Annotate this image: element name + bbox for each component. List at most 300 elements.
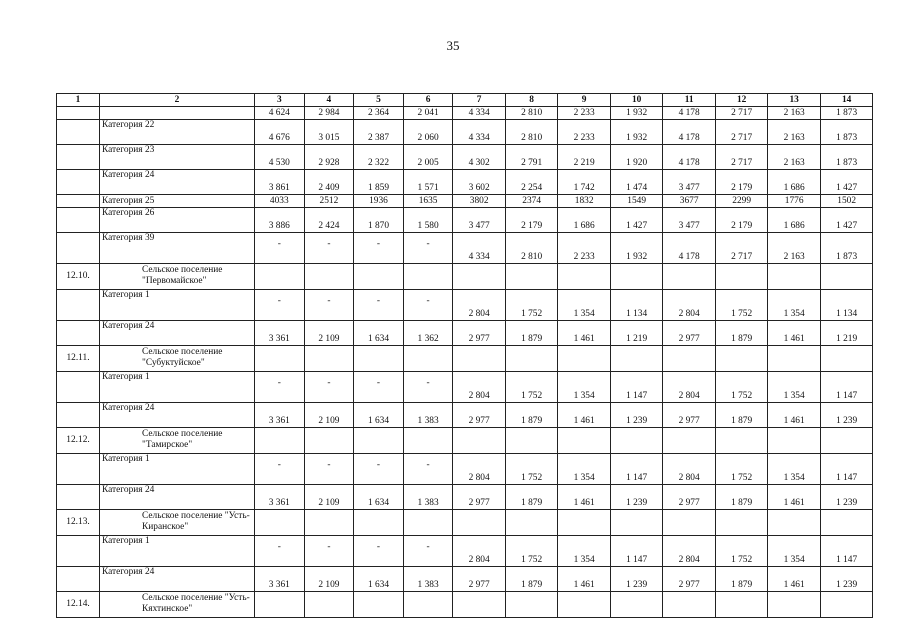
value-cell: 1 354 (558, 290, 611, 321)
value-cell: 1 461 (558, 321, 611, 346)
value-cell: - (255, 233, 305, 264)
table-row (57, 346, 873, 372)
value-cell: 1549 (610, 195, 663, 208)
value-cell: 1 752 (715, 372, 768, 403)
value-cell: 1 879 (715, 567, 768, 592)
value-cell: 2 233 (558, 107, 611, 120)
value-cell (255, 428, 305, 454)
value-cell: 1 879 (505, 485, 558, 510)
value-cell: 1 686 (768, 170, 821, 195)
value-cell: 1 932 (610, 120, 663, 145)
tariff-table (56, 93, 873, 618)
value-cell: 4 178 (663, 233, 716, 264)
value-cell: 3 361 (255, 403, 305, 428)
value-cell (768, 592, 821, 618)
value-cell (663, 592, 716, 618)
value-cell: - (304, 372, 354, 403)
value-cell: 2 977 (663, 403, 716, 428)
row-code (57, 195, 100, 208)
row-code (57, 170, 100, 195)
value-cell (768, 510, 821, 536)
value-cell: 2 109 (304, 485, 354, 510)
value-cell: 1 742 (558, 170, 611, 195)
value-cell: 1 147 (820, 372, 873, 403)
value-cell: 1 873 (820, 233, 873, 264)
value-cell: 4 178 (663, 120, 716, 145)
header-cell: 8 (505, 94, 558, 107)
value-cell: 1 461 (768, 567, 821, 592)
value-cell: 2 163 (768, 233, 821, 264)
value-cell: 1 134 (610, 290, 663, 321)
value-cell: 2 804 (663, 372, 716, 403)
value-cell (768, 346, 821, 372)
value-cell: 2 409 (304, 170, 354, 195)
value-cell (505, 264, 558, 290)
value-cell: 3 361 (255, 321, 305, 346)
value-cell: 1 634 (354, 403, 404, 428)
value-cell: - (304, 233, 354, 264)
header-cell: 11 (663, 94, 716, 107)
value-cell: 1776 (768, 195, 821, 208)
value-cell (304, 428, 354, 454)
category-name: Категория 24 (100, 321, 255, 346)
value-cell (354, 346, 404, 372)
value-cell: 1 920 (610, 145, 663, 170)
value-cell: 1 932 (610, 107, 663, 120)
header-cell: 13 (768, 94, 821, 107)
value-cell: 1 461 (768, 321, 821, 346)
value-cell: 2 810 (505, 107, 558, 120)
category-name: Категория 24 (100, 485, 255, 510)
value-cell: 1 354 (558, 372, 611, 403)
value-cell: 1 239 (610, 403, 663, 428)
value-cell: - (304, 536, 354, 567)
value-cell: 1 239 (820, 485, 873, 510)
value-cell (558, 264, 611, 290)
value-cell: 2 977 (663, 567, 716, 592)
value-cell: 2 977 (453, 403, 506, 428)
value-cell: 3 015 (304, 120, 354, 145)
value-cell: 2374 (505, 195, 558, 208)
table-row (57, 536, 873, 567)
value-cell: 1 219 (610, 321, 663, 346)
value-cell (715, 510, 768, 536)
header-cell: 12 (715, 94, 768, 107)
category-name: Категория 1 (100, 454, 255, 485)
header-cell: 5 (354, 94, 404, 107)
value-cell: 1 354 (768, 290, 821, 321)
header-cell: 4 (304, 94, 354, 107)
value-cell: 2 804 (453, 372, 506, 403)
value-cell: 3 886 (255, 208, 305, 233)
value-cell: 1 879 (505, 567, 558, 592)
value-cell: 3 602 (453, 170, 506, 195)
value-cell (453, 346, 506, 372)
value-cell: 1 147 (820, 454, 873, 485)
value-cell: 2 977 (453, 485, 506, 510)
row-code (57, 454, 100, 485)
row-code: 12.14. (57, 592, 100, 618)
value-cell: - (304, 290, 354, 321)
value-cell (255, 592, 305, 618)
table-row (57, 454, 873, 485)
row-code (57, 120, 100, 145)
value-cell: 3 861 (255, 170, 305, 195)
value-cell: 1 752 (505, 454, 558, 485)
row-code (57, 321, 100, 346)
value-cell (663, 428, 716, 454)
value-cell: 4 676 (255, 120, 305, 145)
value-cell: 2 005 (403, 145, 453, 170)
value-cell (610, 346, 663, 372)
value-cell: 1 461 (768, 403, 821, 428)
table-row (57, 208, 873, 233)
value-cell: - (403, 536, 453, 567)
value-cell: 2 179 (715, 208, 768, 233)
value-cell: 2 977 (663, 485, 716, 510)
value-cell: 1 752 (715, 454, 768, 485)
value-cell (403, 510, 453, 536)
value-cell (304, 592, 354, 618)
value-cell: 2 804 (453, 290, 506, 321)
value-cell: 1 147 (820, 536, 873, 567)
value-cell (505, 592, 558, 618)
value-cell: - (403, 290, 453, 321)
category-name: Категория 26 (100, 208, 255, 233)
value-cell: 1 752 (715, 290, 768, 321)
value-cell (255, 264, 305, 290)
value-cell (663, 264, 716, 290)
category-name: Категория 24 (100, 403, 255, 428)
value-cell: 1 239 (820, 567, 873, 592)
header-row (57, 94, 873, 107)
value-cell: 2 977 (453, 567, 506, 592)
value-cell: 1 879 (715, 403, 768, 428)
table-row (57, 403, 873, 428)
value-cell (403, 428, 453, 454)
header-cell: 14 (820, 94, 873, 107)
table-row (57, 321, 873, 346)
value-cell: 1 634 (354, 567, 404, 592)
value-cell: 1 147 (610, 536, 663, 567)
value-cell: 2 041 (403, 107, 453, 120)
header-cell: 10 (610, 94, 663, 107)
value-cell (768, 264, 821, 290)
value-cell: - (255, 290, 305, 321)
value-cell (403, 346, 453, 372)
value-cell (453, 428, 506, 454)
value-cell: 2 109 (304, 567, 354, 592)
row-code (57, 233, 100, 264)
table-row (57, 107, 873, 120)
value-cell: 1 859 (354, 170, 404, 195)
value-cell: 3802 (453, 195, 506, 208)
value-cell: 1 873 (820, 120, 873, 145)
value-cell: - (354, 290, 404, 321)
row-code (57, 536, 100, 567)
value-cell (304, 346, 354, 372)
value-cell: - (255, 372, 305, 403)
header-cell: 6 (403, 94, 453, 107)
value-cell: 1 427 (820, 208, 873, 233)
value-cell (453, 510, 506, 536)
category-name (100, 107, 255, 120)
value-cell (715, 346, 768, 372)
header-cell: 1 (57, 94, 100, 107)
value-cell: 2 163 (768, 120, 821, 145)
value-cell: 1 879 (715, 321, 768, 346)
value-cell: 1 873 (820, 145, 873, 170)
value-cell: 2 984 (304, 107, 354, 120)
value-cell: 1 686 (768, 208, 821, 233)
value-cell: 2 804 (663, 290, 716, 321)
value-cell: 1 239 (610, 567, 663, 592)
value-cell: 2 804 (453, 536, 506, 567)
table-row (57, 372, 873, 403)
value-cell (304, 510, 354, 536)
table-row (57, 145, 873, 170)
value-cell: 1 634 (354, 321, 404, 346)
value-cell: - (304, 454, 354, 485)
value-cell: 2512 (304, 195, 354, 208)
value-cell (820, 510, 873, 536)
value-cell (505, 510, 558, 536)
value-cell (715, 428, 768, 454)
value-cell: 1 580 (403, 208, 453, 233)
table-row (57, 428, 873, 454)
header-cell: 2 (100, 94, 255, 107)
value-cell: 2 109 (304, 321, 354, 346)
value-cell (820, 264, 873, 290)
row-code: 12.10. (57, 264, 100, 290)
settlement-name: Сельское поселение "Усть-Киранское" (100, 510, 255, 536)
value-cell: 2 717 (715, 145, 768, 170)
value-cell: 1 461 (558, 485, 611, 510)
value-cell (610, 264, 663, 290)
value-cell: 2299 (715, 195, 768, 208)
category-name: Категория 1 (100, 536, 255, 567)
value-cell (255, 346, 305, 372)
value-cell (715, 592, 768, 618)
category-name: Категория 1 (100, 290, 255, 321)
value-cell: 1 686 (558, 208, 611, 233)
value-cell: 1 870 (354, 208, 404, 233)
value-cell: 2 219 (558, 145, 611, 170)
value-cell: 2 364 (354, 107, 404, 120)
value-cell: 1 752 (505, 290, 558, 321)
value-cell: 1 752 (505, 372, 558, 403)
value-cell: - (403, 372, 453, 403)
value-cell: 3 361 (255, 485, 305, 510)
category-name: Категория 1 (100, 372, 255, 403)
row-code (57, 208, 100, 233)
value-cell: 2 717 (715, 233, 768, 264)
value-cell (403, 592, 453, 618)
value-cell: 3 477 (663, 170, 716, 195)
value-cell: 1 134 (820, 290, 873, 321)
table-row (57, 195, 873, 208)
category-name: Категория 24 (100, 567, 255, 592)
value-cell: 2 810 (505, 120, 558, 145)
value-cell: 1 932 (610, 233, 663, 264)
table-row (57, 290, 873, 321)
value-cell: 1 474 (610, 170, 663, 195)
value-cell (505, 346, 558, 372)
category-name: Категория 24 (100, 170, 255, 195)
settlement-name: Сельское поселение "Усть-Кяхтинское" (100, 592, 255, 618)
category-name: Категория 39 (100, 233, 255, 264)
value-cell: 1 354 (768, 454, 821, 485)
value-cell: 2 254 (505, 170, 558, 195)
value-cell (558, 592, 611, 618)
value-cell (505, 428, 558, 454)
value-cell (354, 428, 404, 454)
value-cell: 2 109 (304, 403, 354, 428)
header-cell: 9 (558, 94, 611, 107)
value-cell: 1635 (403, 195, 453, 208)
value-cell (558, 346, 611, 372)
value-cell: 4 334 (453, 120, 506, 145)
value-cell: 1 752 (505, 536, 558, 567)
value-cell: 2 387 (354, 120, 404, 145)
value-cell (304, 264, 354, 290)
table-row (57, 485, 873, 510)
value-cell: 1 752 (715, 536, 768, 567)
value-cell: 2 233 (558, 120, 611, 145)
value-cell (610, 510, 663, 536)
category-name: Категория 23 (100, 145, 255, 170)
value-cell: 2 060 (403, 120, 453, 145)
value-cell: 1 383 (403, 567, 453, 592)
value-cell: 2 804 (453, 454, 506, 485)
value-cell (820, 428, 873, 454)
value-cell (558, 510, 611, 536)
value-cell: - (255, 454, 305, 485)
row-code (57, 372, 100, 403)
value-cell (453, 264, 506, 290)
value-cell: 2 977 (663, 321, 716, 346)
value-cell: 1 383 (403, 485, 453, 510)
value-cell: 1 461 (558, 403, 611, 428)
row-code (57, 403, 100, 428)
value-cell: 2 804 (663, 536, 716, 567)
value-cell (768, 428, 821, 454)
value-cell: 2 977 (453, 321, 506, 346)
value-cell: 3 477 (663, 208, 716, 233)
row-code: 12.11. (57, 346, 100, 372)
value-cell: 1 427 (820, 170, 873, 195)
value-cell: 1 879 (505, 321, 558, 346)
value-cell: 1 571 (403, 170, 453, 195)
row-code: 12.13. (57, 510, 100, 536)
value-cell: 2 804 (663, 454, 716, 485)
value-cell: - (354, 372, 404, 403)
value-cell (354, 592, 404, 618)
category-name: Категория 22 (100, 120, 255, 145)
value-cell (663, 510, 716, 536)
value-cell: 1 873 (820, 107, 873, 120)
value-cell: 1936 (354, 195, 404, 208)
value-cell: 2 717 (715, 107, 768, 120)
row-code (57, 145, 100, 170)
value-cell: 3 477 (453, 208, 506, 233)
value-cell: 1 427 (610, 208, 663, 233)
value-cell: 1 362 (403, 321, 453, 346)
value-cell (610, 428, 663, 454)
category-name: Категория 25 (100, 195, 255, 208)
value-cell: 1 879 (715, 485, 768, 510)
row-code (57, 107, 100, 120)
value-cell (715, 264, 768, 290)
value-cell (354, 510, 404, 536)
value-cell: 3677 (663, 195, 716, 208)
value-cell: - (403, 233, 453, 264)
value-cell (558, 428, 611, 454)
header-cell: 7 (453, 94, 506, 107)
value-cell: - (354, 536, 404, 567)
value-cell (820, 592, 873, 618)
settlement-name: Сельское поселение "Субуктуйское" (100, 346, 255, 372)
value-cell: 4 178 (663, 145, 716, 170)
table-row (57, 170, 873, 195)
value-cell: 2 233 (558, 233, 611, 264)
value-cell: 1 147 (610, 372, 663, 403)
value-cell: 1 239 (820, 403, 873, 428)
value-cell: 2 163 (768, 145, 821, 170)
table-row (57, 120, 873, 145)
value-cell: 1 879 (505, 403, 558, 428)
page-number: 35 (446, 38, 460, 53)
value-cell: 2 810 (505, 233, 558, 264)
settlement-name: Сельское поселение "Тамирское" (100, 428, 255, 454)
value-cell: 1502 (820, 195, 873, 208)
value-cell: 1 219 (820, 321, 873, 346)
row-code (57, 485, 100, 510)
value-cell: 2 928 (304, 145, 354, 170)
value-cell: 4033 (255, 195, 305, 208)
value-cell: 4 334 (453, 233, 506, 264)
value-cell: 1 354 (558, 536, 611, 567)
value-cell (403, 264, 453, 290)
value-cell: 1 354 (768, 536, 821, 567)
value-cell: 4 178 (663, 107, 716, 120)
value-cell: - (354, 454, 404, 485)
value-cell: 4 624 (255, 107, 305, 120)
value-cell (453, 592, 506, 618)
value-cell: - (354, 233, 404, 264)
value-cell: 1 239 (610, 485, 663, 510)
value-cell: 1 461 (768, 485, 821, 510)
value-cell (820, 346, 873, 372)
value-cell: 1 354 (558, 454, 611, 485)
value-cell: 4 302 (453, 145, 506, 170)
value-cell: 2 179 (715, 170, 768, 195)
value-cell (610, 592, 663, 618)
table-row (57, 510, 873, 536)
value-cell (663, 346, 716, 372)
table-row (57, 567, 873, 592)
value-cell: 1832 (558, 195, 611, 208)
value-cell: 1 147 (610, 454, 663, 485)
value-cell: 1 634 (354, 485, 404, 510)
table-row (57, 264, 873, 290)
table-row (57, 233, 873, 264)
value-cell: 4 530 (255, 145, 305, 170)
value-cell: 2 322 (354, 145, 404, 170)
value-cell: - (403, 454, 453, 485)
row-code (57, 290, 100, 321)
row-code (57, 567, 100, 592)
